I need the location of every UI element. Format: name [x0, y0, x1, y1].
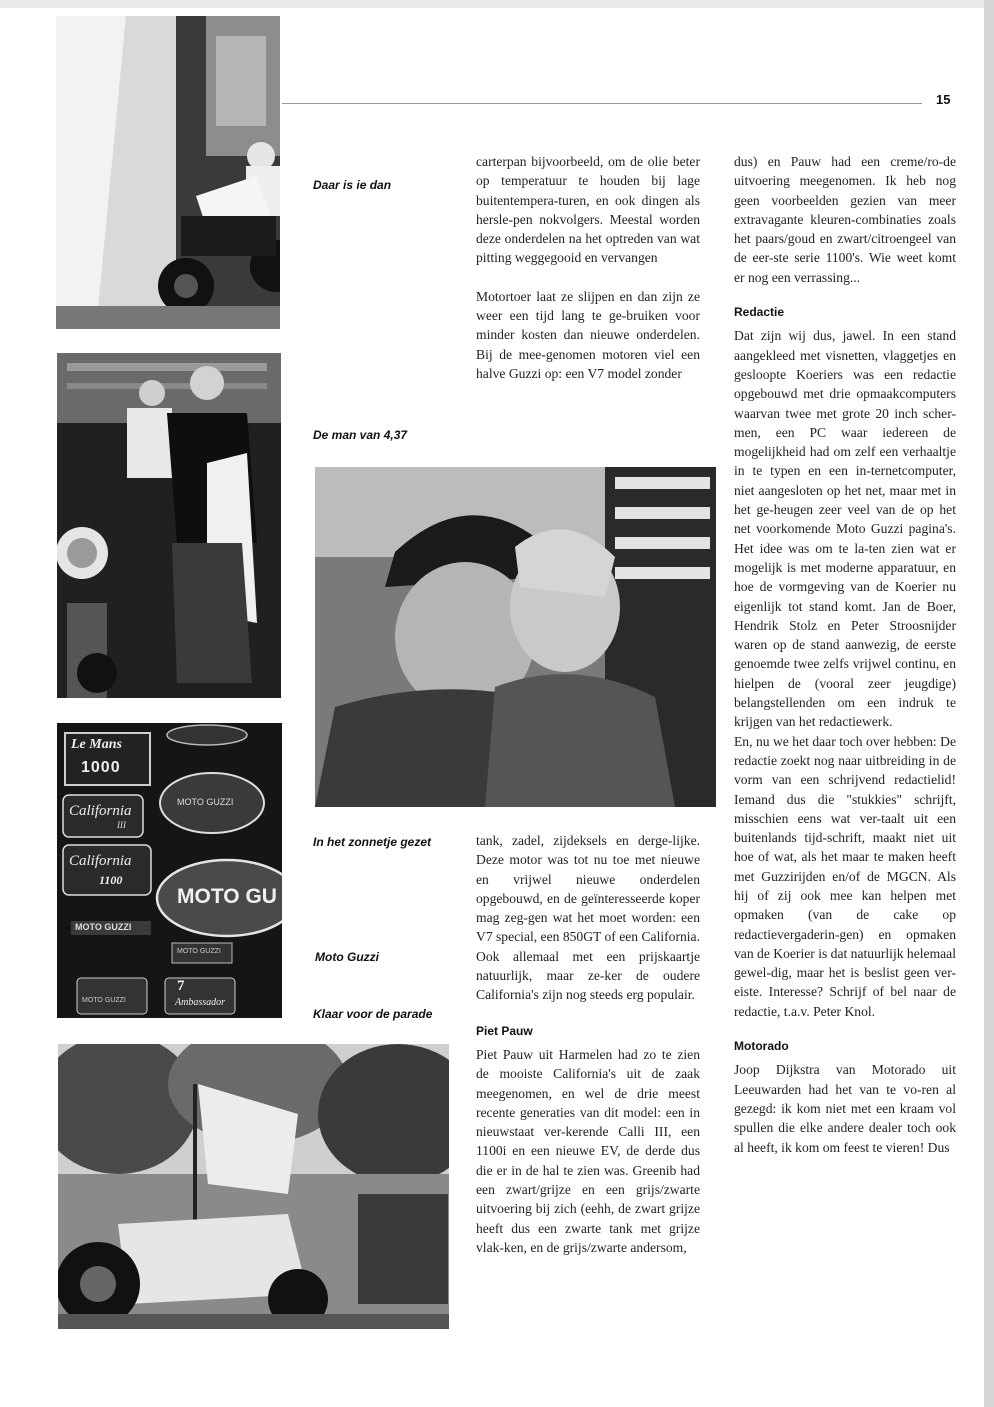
paragraph: Dat zijn wij dus, jawel. In een stand aangekleed met visnetten, vlaggetjes en gesloopte Koeriers was een redactie opgebouwd met drie opmaakcomputers waarvan twee met grote 20 inch scher-men, een PC waar iedereen de mogelijkheid had om zelf een verhaaltje in te typen en een in-ternetcomputer, niet aangesloten op het net, maar met in het ge-heugen zeer veel van de op het net voorkomende Moto Guzzi pagina's. Het idee was om te la-ten zien wat er mogelijk is met moderne apparatuur, en hoe de vormgeving van de Koerier nu eigenlijk tot stand komt. Jan de Boer, Hendrik Stolz en Peter Stroosnijder waren op de stand aanwezig, de eerste genoemde twee zelfs vrijwel continu, en hielpen de (vooral zeer jeugdige) belangstellenden om een indruk te krijgen van het redactiewerk.: [734, 328, 956, 730]
photo-man-with-cloth-image: [57, 353, 281, 698]
sign-moto-guzzi-small: MOTO GUZZI: [75, 922, 132, 932]
photo-couple-in-sun-image: [315, 467, 716, 807]
middle-column-bottom: [476, 831, 700, 1257]
caption-moto-guzzi: Moto Guzzi: [315, 950, 379, 964]
sign-moto-guzzi-top: MOTO GUZZI: [177, 797, 234, 807]
sign-moto-guzzi-large: MOTO GU: [177, 885, 277, 908]
sign-le-mans: Le Mans: [71, 737, 122, 752]
section-heading-piet-pauw: Piet Pauw: [476, 1023, 533, 1038]
photo-sidecar-parade: [58, 1044, 449, 1329]
caption-de-man-van-4-37: De man van 4,37: [313, 428, 408, 442]
paragraph: Joop Dijkstra van Motorado uit Leeuwarden had het van te vo-ren al gezegd: ik kom niet met een kraam vol spullen die elke andere dealer toch ook al heeft, ik kom om feest te vieren! Dus: [734, 1062, 956, 1155]
photo-couple-in-sun: [315, 467, 716, 807]
sign-iii: III: [117, 820, 126, 830]
sign-7: 7: [177, 978, 185, 994]
photo-man-on-motorcycle-image: [56, 16, 280, 329]
header-rule: [282, 103, 922, 104]
sign-california-1: California: [69, 803, 132, 819]
paragraph: En, nu we het daar toch over hebben: De redactie zoekt nog naar uitbreiding in de vorm van een schrijvend redactielid! Iemand dus die "stukkies" schrijft, misschien eens wat ver-taalt uit een buitenlands tijd-schrift, maakt niet uit hoe of wat, als het maar te maken heeft met Guzzirijden en/of de MGCN. Als hij of zij ook mee kan helpen met opmaken (van de cake op redactievergaderin-gen) en opmaken van de Koerier is dat natuurlijk helemaal gewel-dig, maar het is beslist geen ver-eiste. Interesse? Schrijf of bel naar de redactie, t.a.v. Peter Knol.: [734, 733, 956, 1019]
photo-man-with-cloth: [57, 353, 281, 698]
caption-in-het-zonnetje-gezet: In het zonnetje gezet: [313, 835, 432, 849]
section-heading-redactie: Redactie: [734, 305, 785, 320]
sign-1100: 1100: [99, 873, 123, 887]
paragraph: Piet Pauw uit Harmelen had zo te zien de mooiste California's uit de zaak meegenomen, en wel de drie meest recente generaties van dit model: een in nieuwstaat ver-kerende Calli III, een 1100i en een nieuwe EV, de derde dus die er in de hal te zien was. Greenib had een zwart/grijze en een grijs/zwarte uitvoering bij zich (eehh, de zwart grijze heeft dus een zwarte tank met grijze vlak-ken, en de grijs/zwarte andersom,: [476, 1046, 700, 1255]
section-heading-motorado: Motorado: [734, 1039, 789, 1054]
caption-daar-is-ie-dan: Daar is ie dan: [313, 178, 392, 192]
scan-edge-right: [984, 0, 994, 1407]
sign-1000: 1000: [81, 759, 121, 776]
caption-klaar-voor-de-parade: Klaar voor de parade: [313, 1007, 433, 1021]
sign-california-2: California: [69, 853, 132, 869]
paragraph: Motortoer laat ze slijpen en dan zijn ze weer een tijd lang te ge-bruiken voor minder kosten dan nieuwe onderdelen. Bij de mee-genomen motoren viel een halve Guzzi op: een V7 model zonder: [476, 288, 700, 381]
photo-moto-guzzi-signs: [57, 723, 282, 1018]
sign-moto-guzzi-bottom: MOTO GUZZI: [82, 997, 126, 1004]
right-column: [734, 152, 956, 1157]
sign-moto-guzzi-mid: MOTO GUZZI: [177, 948, 221, 955]
page-number: 15: [936, 92, 951, 107]
photo-man-on-motorcycle: [56, 16, 280, 329]
paragraph: tank, zadel, zijdeksels en derge-lijke. Deze motor was tot nu toe met nieuwe en vrijwel nieuwe onderdelen opgebouwd, en de geïnteresseerde koper mag zeg-gen wat het moet worden: een V7 special, een 850GT of een California. Ook allemaal met een prijskaartje natuurlijk, maar ze-ker de oudere California's zijn nog steeds erg populair.: [476, 833, 700, 1003]
middle-column-top: [476, 152, 700, 383]
sign-ambassador: Ambassador: [175, 997, 226, 1008]
paragraph: carterpan bijvoorbeeld, om de olie beter op temperatuur te houden bij lage buitentempera-turen, en ook dingen als hersle-pen nokvolgers. Meestal worden deze onderdelen na het optreden van wat pitting weggegooid en vervangen: [476, 154, 700, 266]
scan-edge-top: [0, 0, 994, 8]
photo-sidecar-parade-image: [58, 1044, 449, 1329]
paragraph: dus) en Pauw had een creme/ro-de uitvoering meegenomen. Ik heb nog geen voorbeelden gezien van meer extravagante kleuren-combinaties zoals het paars/goud en zwart/citroengeel van de eer-ste serie 1100's. Wie weet komt er nog een verrassing...: [734, 154, 956, 285]
